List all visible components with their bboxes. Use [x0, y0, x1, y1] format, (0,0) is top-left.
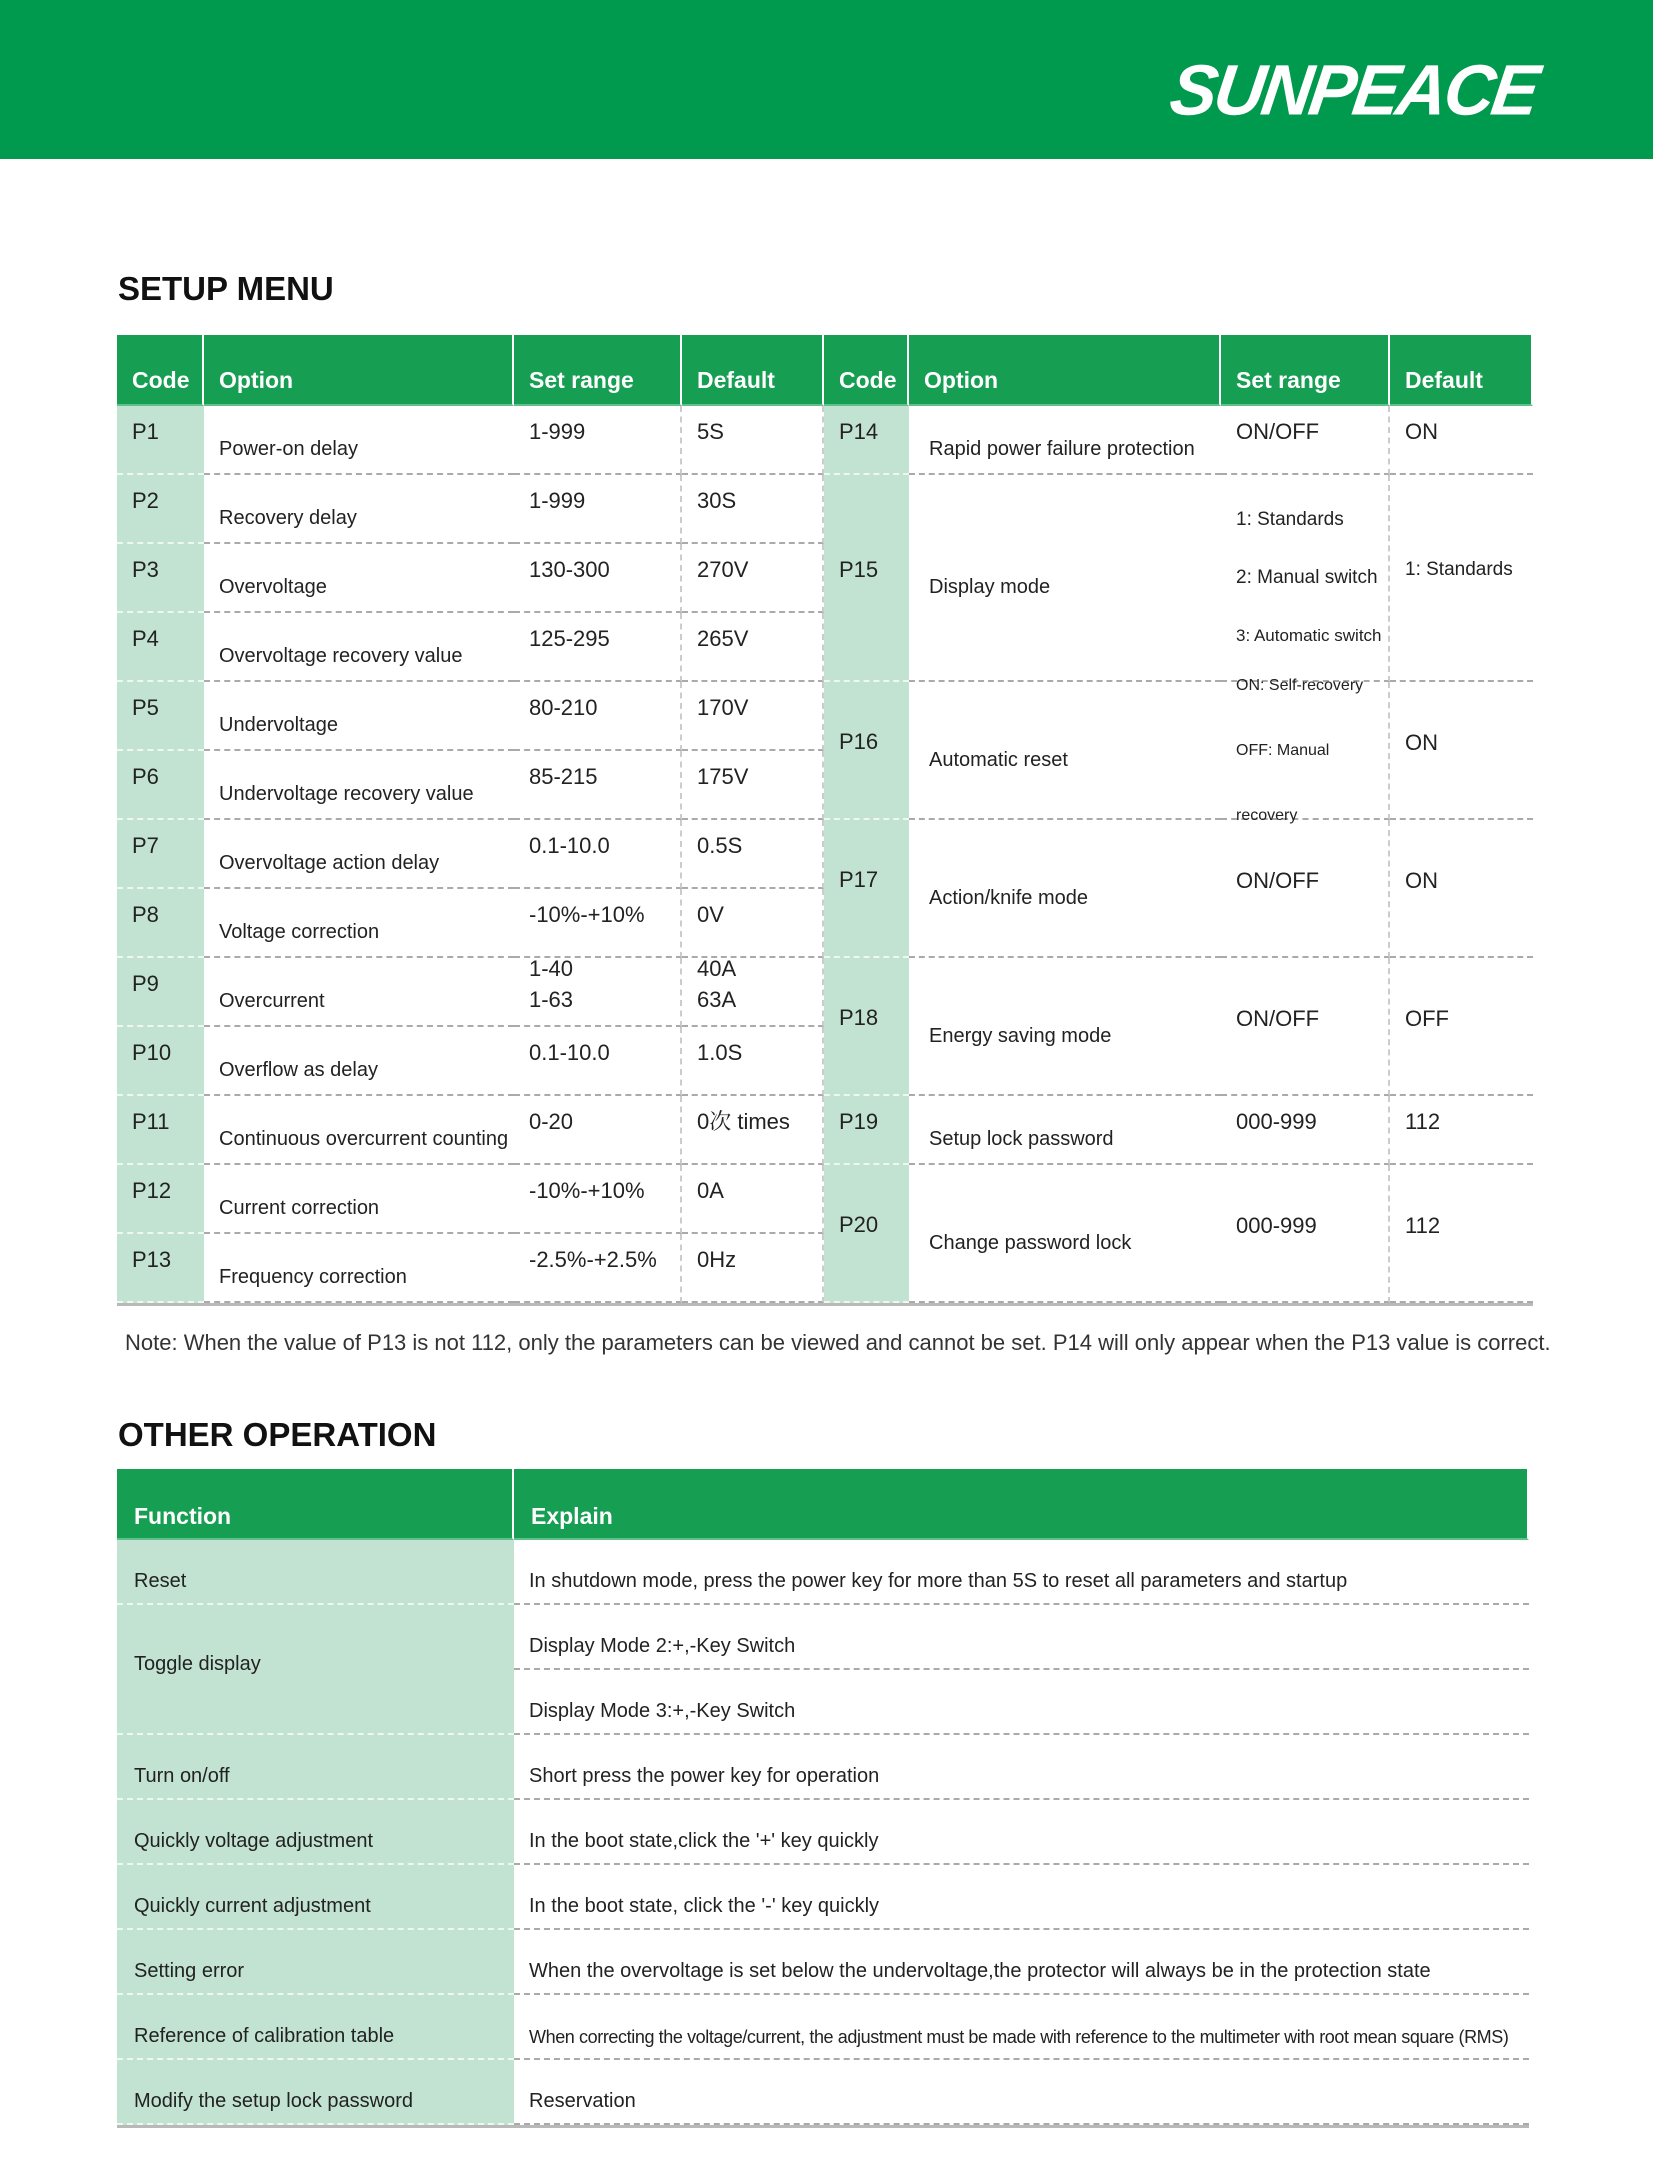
code-text: P2 — [132, 487, 159, 513]
option-text: Power-on delay — [219, 438, 358, 460]
set-range — [1221, 1096, 1390, 1165]
option-text: Change password lock — [929, 1231, 1132, 1254]
default-value — [682, 820, 824, 889]
default-text: OFF — [1405, 1005, 1449, 1031]
range-text: 1: Standards — [1236, 508, 1344, 530]
default-value — [682, 406, 824, 475]
code-text: P15 — [839, 556, 879, 582]
column-header: Default — [1390, 335, 1533, 406]
option-text: Overflow as delay — [219, 1059, 378, 1081]
set-range — [514, 889, 682, 958]
parameter-option — [909, 475, 1221, 682]
function-cell: Setting error — [117, 1930, 514, 1995]
set-range — [1221, 958, 1390, 1096]
parameter-code — [824, 682, 909, 820]
range-text: ON/OFF — [1236, 419, 1320, 444]
parameter-code — [117, 406, 204, 475]
default-value — [1390, 1096, 1533, 1165]
function-cell: Reference of calibration table — [117, 1995, 514, 2060]
parameter-code — [117, 1234, 204, 1303]
range-text: 125-295 — [529, 626, 610, 651]
setup-note: Note: When the value of P13 is not 112, only the parameters can be viewed and cannot be set. P14 will only appear when the P13 value is correct. — [125, 1330, 1551, 1355]
column-header: Option — [204, 335, 514, 406]
code-text: P14 — [839, 418, 879, 444]
option-text: Overvoltage — [219, 576, 327, 598]
code-text: P11 — [132, 1108, 170, 1134]
option-text: Voltage correction — [219, 921, 380, 943]
default-value — [682, 1027, 824, 1096]
code-text: P18 — [839, 1005, 879, 1030]
code-text: P9 — [132, 970, 159, 996]
set-range — [514, 613, 682, 682]
set-range — [514, 955, 682, 1027]
set-range — [514, 1096, 682, 1165]
default-text: 5S — [697, 419, 724, 444]
default-text: ON — [1405, 419, 1438, 444]
parameter-option — [204, 406, 514, 475]
default-text: 0.5S — [697, 833, 743, 858]
code-text: P6 — [132, 763, 159, 789]
parameter-code — [117, 682, 204, 751]
range-text: 130-300 — [529, 557, 610, 582]
code-text: P8 — [132, 901, 159, 927]
code-text: P17 — [839, 867, 879, 892]
parameter-code — [117, 751, 204, 820]
default-value — [682, 613, 824, 682]
default-value — [1390, 958, 1533, 1096]
parameter-code — [824, 820, 909, 958]
range-text: 0-20 — [529, 1109, 574, 1134]
default-value — [1390, 820, 1533, 958]
explain-cell: Display Mode 2:+,-Key Switch — [514, 1605, 1529, 1670]
explain-cell: In shutdown mode, press the power key for more than 5S to reset all parameters and startup — [514, 1540, 1529, 1605]
parameter-code — [824, 406, 909, 475]
parameter-option — [204, 958, 514, 1027]
set-range — [514, 1027, 682, 1096]
parameter-option — [204, 889, 514, 958]
setup-menu-table — [117, 335, 1533, 1306]
explain-cell: Display Mode 3:+,-Key Switch — [514, 1670, 1529, 1735]
range-text: 1-999 — [529, 488, 586, 513]
range-text: 000-999 — [1236, 1109, 1317, 1134]
option-text: Frequency correction — [219, 1266, 407, 1288]
parameter-option — [909, 682, 1221, 820]
sunpeace-logo: SUNPEACE — [1165, 50, 1542, 130]
parameter-code — [824, 958, 909, 1096]
default-value — [682, 889, 824, 958]
parameter-code — [117, 820, 204, 889]
set-range — [514, 544, 682, 613]
option-text: Action/knife mode — [929, 886, 1088, 909]
parameter-option — [909, 406, 1221, 475]
function-cell: Quickly voltage adjustment — [117, 1800, 514, 1865]
column-header: Code — [824, 335, 909, 406]
range-text: 1-999 — [529, 419, 586, 444]
parameter-code — [117, 613, 204, 682]
code-text: P4 — [132, 625, 159, 651]
parameter-option — [909, 958, 1221, 1096]
option-text: Current correction — [219, 1197, 380, 1219]
range-text: 85-215 — [529, 764, 598, 789]
range-text: 0.1-10.0 — [529, 1040, 610, 1065]
option-text: Recovery delay — [219, 507, 357, 529]
option-text: Overvoltage action delay — [219, 852, 440, 874]
function-cell: Quickly current adjustment — [117, 1865, 514, 1930]
parameter-code — [117, 1096, 204, 1165]
default-value — [682, 682, 824, 751]
range-text: ON: Self-recovery — [1236, 676, 1364, 694]
set-range — [514, 1234, 682, 1303]
option-text: Setup lock password — [929, 1128, 1114, 1150]
set-range — [1221, 676, 1390, 824]
set-range — [514, 1165, 682, 1234]
set-range — [1221, 406, 1390, 475]
other-operation-table — [117, 1469, 1529, 2128]
parameter-option — [204, 1096, 514, 1165]
explain-cell: Reservation — [514, 2060, 1529, 2125]
range-text: ON/OFF — [1236, 1005, 1320, 1031]
default-text: 40A — [697, 955, 737, 981]
parameter-option — [909, 1165, 1221, 1303]
option-text: Energy saving mode — [929, 1024, 1112, 1047]
range-text: 1-40 — [529, 955, 574, 981]
set-range — [514, 406, 682, 475]
default-text: 175V — [697, 764, 749, 789]
range-text: 1-63 — [529, 986, 574, 1012]
code-text: P12 — [132, 1177, 172, 1203]
parameter-code — [824, 1096, 909, 1165]
function-cell: Reset — [117, 1540, 514, 1605]
parameter-option — [909, 1096, 1221, 1165]
default-value — [1390, 1165, 1533, 1303]
range-text: -2.5%-+2.5% — [529, 1247, 657, 1272]
default-text: 30S — [697, 488, 737, 513]
default-value — [682, 751, 824, 820]
code-text: P13 — [132, 1246, 172, 1272]
parameter-option — [204, 1234, 514, 1303]
parameter-code — [824, 475, 909, 682]
code-text: P7 — [132, 832, 159, 858]
function-cell: Turn on/off — [117, 1735, 514, 1800]
code-text: P3 — [132, 556, 159, 582]
setup-menu-title: SETUP MENU — [118, 270, 334, 307]
default-text: 1.0S — [697, 1040, 743, 1065]
range-text: 000-999 — [1236, 1212, 1317, 1238]
parameter-code — [117, 1027, 204, 1096]
column-header: Set range — [514, 335, 682, 406]
parameter-option — [204, 751, 514, 820]
column-header: Explain — [514, 1469, 1529, 1540]
option-text: Undervoltage recovery value — [219, 783, 474, 805]
code-text: P16 — [839, 729, 879, 754]
default-value — [1390, 406, 1533, 475]
parameter-code — [117, 958, 204, 1027]
default-text: 0Hz — [697, 1247, 737, 1272]
parameter-option — [204, 475, 514, 544]
range-text: 80-210 — [529, 695, 598, 720]
set-range — [514, 751, 682, 820]
set-range — [1221, 475, 1390, 682]
range-text: ON/OFF — [1236, 867, 1320, 893]
parameter-code — [824, 1165, 909, 1303]
default-value — [1390, 475, 1533, 682]
option-text: Overcurrent — [219, 990, 325, 1012]
default-text: 270V — [697, 557, 749, 582]
default-value — [1390, 682, 1533, 820]
default-text: 63A — [697, 986, 737, 1012]
other-operation-title: OTHER OPERATION — [118, 1416, 437, 1453]
explain-cell: In the boot state,click the '+' key quickly — [514, 1800, 1529, 1865]
range-text: 2: Manual switch — [1236, 566, 1378, 588]
column-header: Set range — [1221, 335, 1390, 406]
code-text: P10 — [132, 1039, 172, 1065]
function-cell: Toggle display — [117, 1605, 514, 1735]
parameter-option — [204, 820, 514, 889]
explain-cell: Short press the power key for operation — [514, 1735, 1529, 1800]
column-header: Default — [682, 335, 824, 406]
header-banner — [0, 0, 1653, 159]
explain-cell: When correcting the voltage/current, the adjustment must be made with reference to the multimeter with root mean square (RMS) — [514, 1995, 1529, 2060]
option-text: Overvoltage recovery value — [219, 645, 463, 667]
default-text: ON — [1405, 867, 1438, 893]
range-text: 3: Automatic switch — [1236, 625, 1382, 645]
default-text: 0次 times — [697, 1109, 790, 1134]
column-header: Function — [117, 1469, 514, 1540]
set-range — [514, 475, 682, 544]
code-text: P5 — [132, 694, 159, 720]
default-value — [682, 1165, 824, 1234]
column-header: Code — [117, 335, 204, 406]
option-text: Continuous overcurrent counting — [219, 1128, 509, 1150]
set-range — [514, 820, 682, 889]
parameter-code — [117, 475, 204, 544]
code-text: P20 — [839, 1212, 879, 1237]
function-cell: Modify the setup lock password — [117, 2060, 514, 2125]
parameter-code — [117, 544, 204, 613]
default-text: 265V — [697, 626, 749, 651]
default-value — [682, 475, 824, 544]
code-text: P1 — [132, 418, 159, 444]
default-value — [682, 1096, 824, 1165]
parameter-option — [204, 613, 514, 682]
set-range — [514, 682, 682, 751]
explain-cell: In the boot state, click the '-' key quickly — [514, 1865, 1529, 1930]
option-text: Automatic reset — [929, 748, 1068, 771]
default-text: 112 — [1405, 1109, 1441, 1134]
parameter-option — [204, 544, 514, 613]
default-text: 170V — [697, 695, 749, 720]
set-range — [1221, 1165, 1390, 1303]
parameter-option — [204, 1165, 514, 1234]
default-value — [682, 1234, 824, 1303]
default-value — [682, 955, 824, 1027]
parameter-option — [204, 1027, 514, 1096]
code-text: P19 — [839, 1108, 879, 1134]
option-text: Display mode — [929, 576, 1051, 598]
parameter-option — [909, 820, 1221, 958]
explain-cell: When the overvoltage is set below the undervoltage,the protector will always be in the protection state — [514, 1930, 1529, 1995]
range-text: 0.1-10.0 — [529, 833, 610, 858]
option-text: Rapid power failure protection — [929, 438, 1195, 460]
range-text: -10%-+10% — [529, 1178, 645, 1203]
default-value — [682, 544, 824, 613]
default-text: 112 — [1405, 1212, 1441, 1238]
default-text: 1: Standards — [1405, 559, 1513, 580]
parameter-code — [117, 1165, 204, 1234]
range-text: -10%-+10% — [529, 902, 645, 927]
range-text: OFF: Manual recovery — [1236, 741, 1330, 824]
parameter-code — [117, 889, 204, 958]
default-text: 0A — [697, 1178, 724, 1203]
option-text: Undervoltage — [219, 714, 338, 736]
default-text: ON — [1405, 729, 1438, 755]
parameter-option — [204, 682, 514, 751]
default-text: 0V — [697, 902, 724, 927]
column-header: Option — [909, 335, 1221, 406]
